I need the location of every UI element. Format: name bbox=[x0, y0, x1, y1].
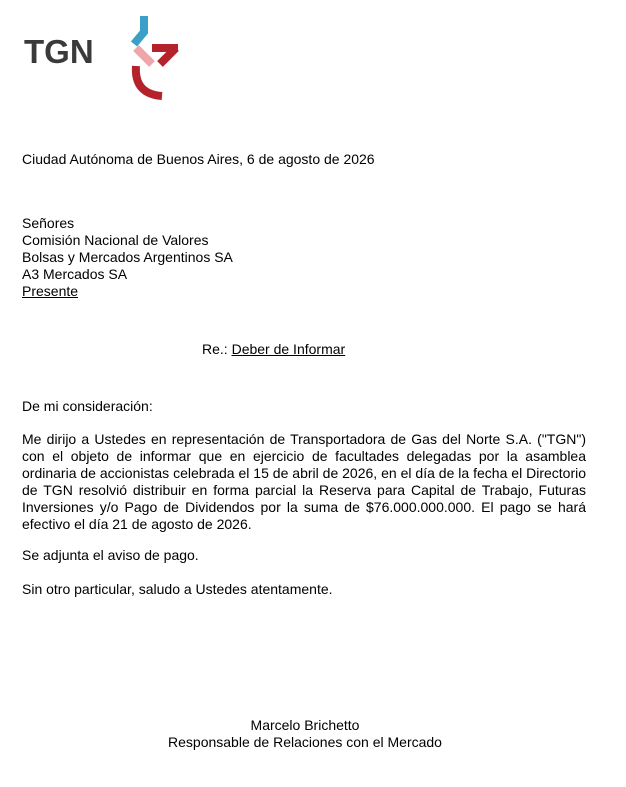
body-paragraph-3: Sin otro particular, saludo a Ustedes atentamente. bbox=[22, 581, 333, 597]
logo-mark-icon bbox=[122, 14, 182, 100]
signature-name: Marcelo Brichetto bbox=[250, 717, 360, 733]
reference-subject: Deber de Informar bbox=[231, 341, 346, 357]
addressee-line-1: Señores bbox=[22, 215, 75, 231]
company-logo bbox=[24, 14, 184, 102]
body-paragraph-1: Me dirijo a Ustedes en representación de Transportadora de Gas del Norte S.A. ("TGN") con el objeto de informar que en ejercicio de facultades delegadas por la asamblea ordinaria de accionistas celebrada el 15 de abril de 2026, en el día de la fecha el Directorio de TGN resolvió distribuir en forma parcial la Reserva para Capital de Trabajo, Futuras Inversiones y/o Pago de Dividendos por la suma de $76.000.000.000. El pago se hará efectivo el día 21 de agosto de 2026. bbox=[22, 431, 586, 532]
addressee-line-4: A3 Mercados SA bbox=[22, 266, 128, 282]
body-paragraph-2: Se adjunta el aviso de pago. bbox=[22, 547, 199, 563]
addressee-line-5: Presente bbox=[22, 283, 79, 299]
addressee-line-3: Bolsas y Mercados Argentinos SA bbox=[22, 249, 233, 265]
reference-prefix: Re.: bbox=[202, 341, 228, 357]
logo-text: TGN bbox=[24, 33, 94, 70]
reference-line bbox=[202, 341, 345, 358]
signature-title: Responsable de Relaciones con el Mercado bbox=[168, 734, 442, 750]
addressee-line-2: Comisión Nacional de Valores bbox=[22, 232, 209, 248]
salutation: De mi consideración: bbox=[22, 398, 153, 414]
date-line: Ciudad Autónoma de Buenos Aires, 6 de agosto de 2026 bbox=[22, 151, 375, 167]
